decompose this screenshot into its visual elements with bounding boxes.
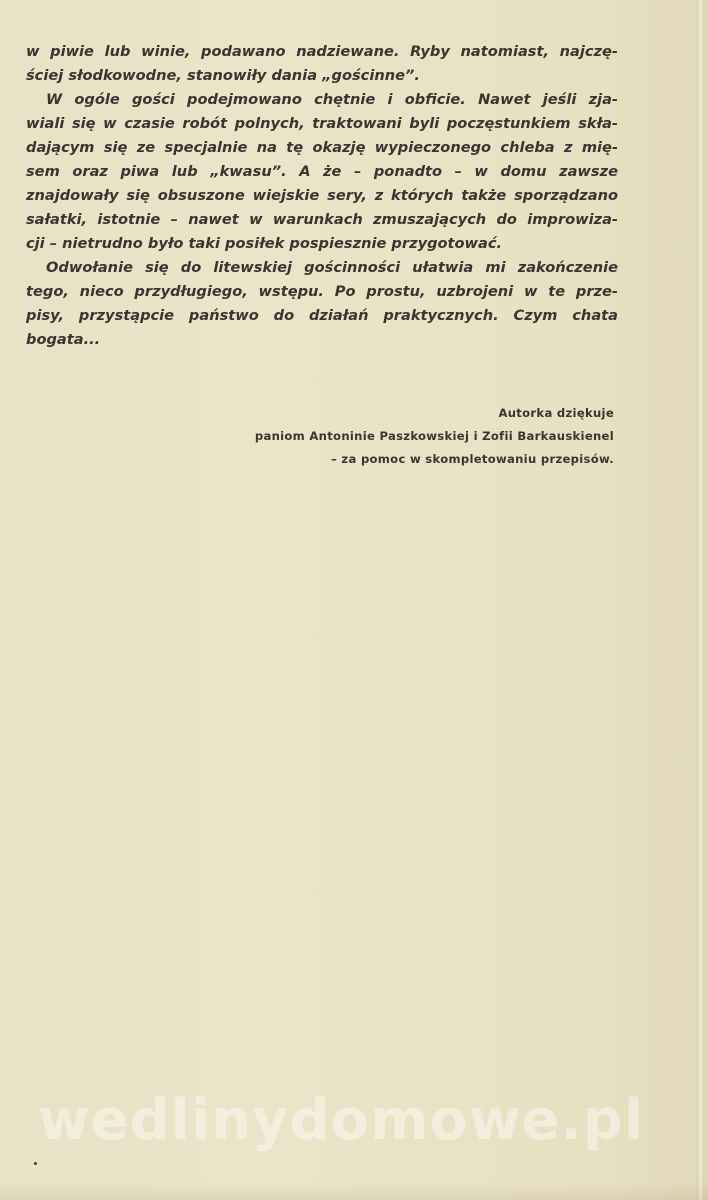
text-line: bogata... <box>26 331 101 348</box>
text-line: wiali się w czasie robót polnych, traktowani byli poczęstunkiem skła- <box>26 115 618 132</box>
watermark: wedlinydomowe.pl <box>38 1088 645 1153</box>
text-line: w piwie lub winie, podawano nadziewane. Ryby natomiast, najczę- <box>26 43 618 60</box>
text-line: znajdowały się obsuszone wiejskie sery, z których także sporządzano <box>26 187 618 204</box>
body-text <box>26 40 618 352</box>
text-line: sałatki, istotnie – nawet w warunkach zmuszających do improwiza- <box>26 211 618 228</box>
acknowledgement <box>255 402 614 471</box>
text-line: tego, nieco przydługiego, wstępu. Po prostu, uzbrojeni w te prze- <box>26 283 618 300</box>
paragraph-start-line: W ogóle gości podejmowano chętnie i obficie. Nawet jeśli zja- <box>46 91 618 108</box>
text-line: sem oraz piwa lub „kwasu”. A że – ponadto – w domu zawsze <box>26 163 618 180</box>
text-line: ściej słodkowodne, stanowiły dania „gościnne”. <box>26 67 420 84</box>
paragraph-start-line: Odwołanie się do litewskiej gościnności ułatwia mi zakończenie <box>46 259 618 276</box>
page-edge <box>696 0 702 1200</box>
acknowledgement-line: Autorka dziękuje <box>498 406 614 420</box>
acknowledgement-line: – za pomoc w skompletowaniu przepisów. <box>331 452 614 466</box>
text-line: pisy, przystąpcie państwo do działań praktycznych. Czym chata <box>26 307 618 324</box>
text-line: cji – nietrudno było taki posiłek pospiesznie przygotować. <box>26 235 503 252</box>
page-bottom-shadow <box>0 1182 708 1200</box>
ink-speck <box>34 1162 37 1165</box>
acknowledgement-line: paniom Antoninie Paszkowskiej i Zofii Barkauskienel <box>254 429 614 443</box>
text-line: dającym się ze specjalnie na tę okazję wypieczonego chleba z mię- <box>26 139 618 156</box>
